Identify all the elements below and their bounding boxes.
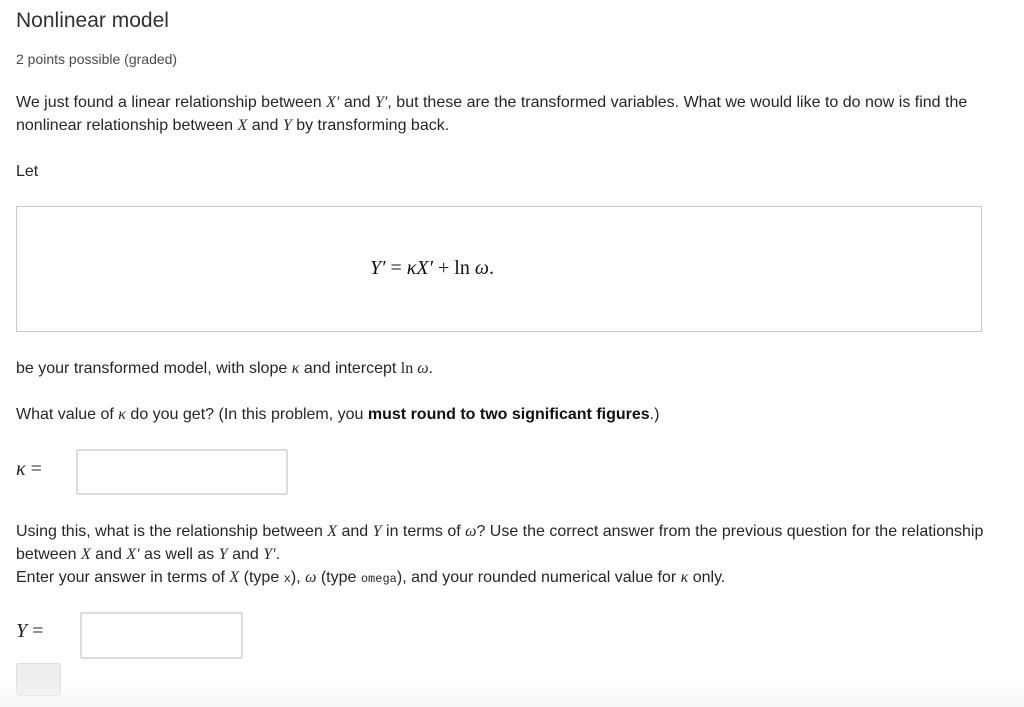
let-text: Let xyxy=(16,163,39,180)
y-answer-input[interactable] xyxy=(80,612,243,659)
math-ln-omega: ln ω xyxy=(400,360,429,377)
intro-paragraph: We just found a linear relationship between X′ and Y′, but these are the transformed variables. What we would like to do now is find the nonlinear relationship between X and Y by transforming back. xyxy=(16,94,968,134)
math-x-prime: X′ xyxy=(326,94,340,111)
math-kappa: κ xyxy=(291,360,300,377)
code-omega: omega xyxy=(360,572,397,586)
equation-box xyxy=(16,206,982,332)
math-x: X xyxy=(237,117,248,134)
problem-title: Nonlinear model xyxy=(16,9,169,32)
question-kappa: What value of κ do you get? (In this problem, you must round to two significant figures.) xyxy=(16,406,660,423)
kappa-answer-input[interactable] xyxy=(76,449,288,495)
math-y: Y xyxy=(282,117,292,134)
points-possible: 2 points possible (graded) xyxy=(16,51,178,67)
kappa-equals-label: κ = xyxy=(16,458,42,480)
y-equals-label: Y = xyxy=(16,620,44,642)
model-description: be your transformed model, with slope κ and intercept ln ω. xyxy=(16,360,433,377)
code-x: x xyxy=(283,572,291,586)
submit-button[interactable] xyxy=(16,663,61,696)
math-kappa: κ xyxy=(118,406,126,423)
bottom-fade xyxy=(0,681,1024,707)
question-relationship: Using this, what is the relationship between X and Y in terms of ω? Use the correct answer from the previous question for the relationship between X and X′ as well as Y and Y′. Enter your answer in terms of X (type x), ω (type omega), and your rounded numerical value for κ only. xyxy=(16,523,984,586)
math-y-prime: Y′ xyxy=(375,94,388,111)
model-equation: Y′ = κX′ + ln ω. xyxy=(370,257,494,279)
